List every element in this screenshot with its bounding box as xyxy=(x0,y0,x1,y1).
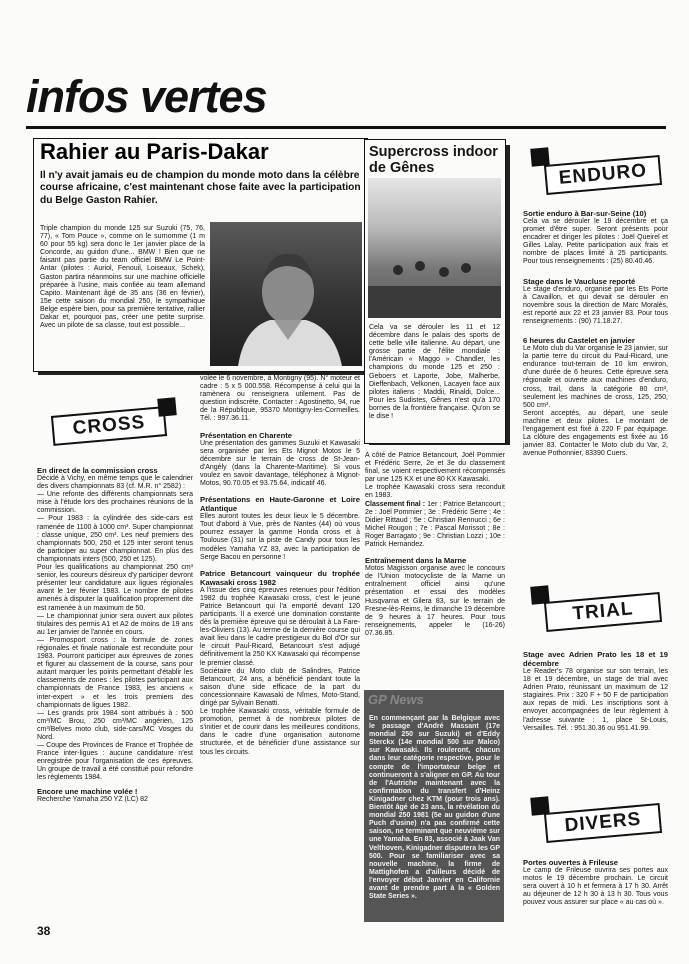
trial-badge: TRIAL xyxy=(544,592,662,632)
stolen-bike-heading: Encore une machine volée ! xyxy=(37,786,138,796)
col2-paragraph: A l'issue des cinq épreuves retenues pour l'édition 1982 du trophée Kawasaki cross, c'est le jeune Patrice Betancourt qui l'a emporté devant 120 participants. Il a exercé une domination constante dès la première épreuve qui se déroulait à La Fare-les-Oliviers (13). Au terme de la dernière course qui avait lieu dans le cadre prestigieux du Bol d'Or sur le circuit Paul-Ricard, Betancourt s'est adjugé définitivement la 250 KX Kawasaki qui récompense le premier classé. xyxy=(200,586,360,667)
cross-column xyxy=(37,466,193,804)
cross-badge-corner xyxy=(157,397,177,417)
supercross-race-photo xyxy=(368,178,501,318)
cross-paragraph: Recherche Yamaha 250 YZ (LC) 82 xyxy=(37,795,148,803)
rahier-portrait-figure xyxy=(210,222,362,366)
divers-badge-corner xyxy=(530,796,550,816)
trial-column xyxy=(523,650,668,733)
cross-paragraph: — Coupe des Provinces de France et Trophée de France inter-ligues : aucune candidature n'est enregistrée pour l'organisation de ces épreuves. Un groupe de travail a été constitué pour refondre les règlements 1984. xyxy=(37,742,193,782)
divers-column xyxy=(523,858,668,907)
classement-text: 1er : Patrice Betancourt ; 2e : Joël Pommier ; 3e : Frédéric Serre ; 4e : Didier Rittaud ; 5e : Christian Rennucci ; 6e : Michel Rougon ; 7e : Pascal Morissot ; 8e : Roger Barragato ; 9e : Christian Lozzi ; 10e : Patrick Hernandez. xyxy=(365,500,505,549)
enduro-badge-corner xyxy=(530,147,550,167)
classement-label: Classement final : xyxy=(365,500,426,508)
cross-paragraph: — Pour 1983 : la cylindrée des side-cars est ramenée de 1100 à 1000 cm³. Super championnat : classe unique, 250 cm³. Les neuf premiers des championnats 500, 250 et 125 inter seront tenus de participer au super championnat. En plus des championnats inters (500, 250 et 125). xyxy=(37,515,193,563)
haute-garonne-heading: Présentations en Haute-Garonne et Loire Atlantique xyxy=(200,495,360,514)
gp-news-body: En commençant par la Belgique avec le passage d'André Massant (17e mondial 250 sur Suzuki) et d'Eddy Sterckx (14e mondial 500 sur Malco) sur Kawasaki. Ils rouleront, chacun dans leur catégorie respective, pour le compte de l'importateur belge et continueront à s'aligner en GP. Au tour de l'Autriche maintenant avec la confirmation du transfert d'Heinz Kinigadner chez KTM (pour trois ans). Bientôt âgé de 23 ans, la révélation du mondial 250 1981 (5e au guidon d'une Puch d'usine) n'a pas confirmé cette saison, ne terminant que neuvième sur une Yamaha. En 83, associé à Jaak Van Velthoven, Kinigadner disputera les GP 500. Pour se familiariser avec sa nouvelle machine, la firme de Mattighofen a d'ailleurs décidé de l'envoyer début Janvier en Californie avant de prendre part à la « Golden State Series ». xyxy=(369,715,500,901)
cross-paragraph: — Une refonte des différents championnats sera mise à l'étude lors des prochaines réunions de la commission. xyxy=(37,491,193,515)
enduro-paragraph: Seront acceptés, au départ, une seule machine et deux pilotes. Le montant de l'engagement est fixé à 220 F par équipage. La clôture des engagements est fixée au 16 janvier 83. Contacter le Moto club du Var, 2, avenue Pothonnier, 83390 Cuers. xyxy=(523,409,668,458)
col3-paragraph: Le trophée Kawasaki cross sera reconduit en 1983. xyxy=(365,484,505,500)
rahier-portrait-photo xyxy=(210,222,362,366)
masthead-rule xyxy=(26,126,666,129)
supercross-body: Cela va se dérouler les 11 et 12 décembre dans le palais des sports de cette belle ville italienne. Au départ, une grosse partie de l'élite mondiale : l'Américain « Maggo » Chandler, les champions du monde 125 et 250 : Geboers et Laporte, Jobe, Malherbe, Dieffenbach, Velkonen, Lacayen face aux pilotes italiens : Maddii, Rinaldi, Dolce... Pour les Sudistes, Gênes n'est qu'à 170 bornes de la frontière française. Qu'on se le dise ! xyxy=(369,324,500,421)
rahier-title: Rahier au Paris-Dakar xyxy=(40,139,269,164)
supercross-title: Supercross indoor de Gênes xyxy=(369,144,498,176)
col2-paragraph: volée le 6 novembre, à Montigny (95). N° moteur et cadre : 5 x 5 000.558. Récompense à celui qui la ramènera ou renseignera utilement. Pas de question indiscrète. Contacter : Agostinetto, 94, rue de la République, 95370 Montigny-les-Cormeilles. Tél. : 997.36.11. xyxy=(200,375,360,423)
rahier-body: Triple champion du monde 125 sur Suzuki (75, 76, 77), « Tom Pouce », comme on le surnomme (1 m 60 pour 55 kg) sera donc le 1er janvier place de la Concorde, au guidon d'une... BMW ! Bien que ne faisant pas partie du team officiel BMW Le Point-Antar (pilotes : Auriol, Fenouil, Loiseaux, Schek), Gaston partira néanmoins sur une machine officielle préparée à l'usine, mais confiée au team allemand Capito. Maintenant âgé de 35 ans (36 en février), 15e cette saison du mondial 250, le sympathique Belge espère bien, pour sa première tentative, rallier Dakar et, pourquoi pas, créer une petite surprise. Avec un pilote de sa classe, tout est possible... xyxy=(40,225,205,330)
page-number: 38 xyxy=(37,924,51,938)
col3-paragraph xyxy=(365,501,505,550)
enduro-paragraph: Cela va se dérouler le 19 décembre et ça promet d'être super. Seront présents pour encadrer et diriger les pilotes : Joël Queirel et Gilles Lalay. Petite participation aux frais et nombre de places limité à 25 participants. Pour tous renseignements : (25) 80.40.46. xyxy=(523,218,668,266)
col2-paragraph: Sociétaire du Moto club de Salindres, Patrice Betancourt, 24 ans, a bénéficié pendant toute la saison d'une side efficace de la part du concessionnaire Kawasaki de Nîmes, Moto-Stand, dirigé par Sylvain Benatti. xyxy=(200,667,360,707)
cross-paragraph: — Le championnat junior sera ouvert aux pilotes titulaires des permis A1 et A2 de moins de 19 ans au 1er janvier de l'année en cours. xyxy=(37,612,193,636)
divers-badge: DIVERS xyxy=(544,803,662,843)
cross-paragraph: Décidé à Vichy, en même temps que le calendrier des divers championnats 83 (cf. M.R. n° 2582) : xyxy=(37,475,193,491)
cross-paragraph: — Les grands prix 1984 sont attribués à : 500 cm³/MC Brou, 250 cm³/MC angérien, 125 cm³/Belves moto club, side-cars/MC Vosges du Nord. xyxy=(37,709,193,741)
charente-heading: Présentation en Charente xyxy=(200,430,292,440)
cross-paragraph: Pour les qualifications au championnat 250 cm³ senior, les coureurs désireux d'y participer devront présenter leur candidature aux ligues régionales avant le 1er février 1983. Le nombre de pilotes amenés à disputer la qualification proprement dite est ramenée à un maximum de 50. xyxy=(37,564,193,612)
trial-paragraph: Le Reader's 78 organise sur son terrain, les 18 et 19 décembre, un stage de trial avec Adrien Prato, réunissant un maximum de 12 stagiaires. Prix : 320 F + 50 F de participation aux repas de midi. Les inscriptions sont à envoyer accompagnées de leur règlement à l'adresse suivante : 1, place St-Louis, Versailles. Tél. : 951.30.36 ou 951.41.99. xyxy=(523,668,668,732)
betancourt-heading: Patrice Betancourt vainqueur du trophée Kawasaki cross 1982 xyxy=(200,568,360,587)
col2-paragraph: Le trophée Kawasaki cross, véritable formule de promotion, permet à de nombreux pilotes de s'initier et de courir dans les meilleures conditions, dans le cadre d'une organisation autonome structurée, et de bénéficier d'une assistance sur tous les circuits. xyxy=(200,708,360,756)
cross-paragraph: — Promosport cross : la formule de zones régionales et finale nationale est reconduite pour 1983. Pourront participer aux épreuves de zones et figurer au classement de la course, sans pour autant marquer les points permettant d'établir les classements de zones : les pilotes participant aux championnats de France 1983, les anciens « inter-expert » et les trois premiers des championnats de ligues 1982. xyxy=(37,636,193,709)
enduro-paragraph: Le Moto club du Var organise le 23 janvier, sur la partie terre du circuit du Paul-Ricard, une endurance tout-terrain de 10 km environ, d'une durée de 6 heures. Cette épreuve sera régionale et ouverte aux machines d'enduro, cross, trail, dans la catégorie 80 cm³, seulement les machines de cross, 125, 250, 500 cm³. xyxy=(523,345,668,409)
prato-stage-heading: Stage avec Adrien Prato les 18 et 19 décembre xyxy=(523,650,668,668)
vaucluse-heading: Stage dans le Vaucluse reporté xyxy=(523,276,636,286)
col3-paragraph: A côté de Patrice Betancourt, Joël Pommier et Frédéric Serre, 2e et 3e du classement final, se voient respectivement récompensés par une 125 KX et une 80 KX Kawasaki. xyxy=(365,452,505,484)
trial-badge-corner xyxy=(530,585,550,605)
cross-badge: CROSS xyxy=(51,406,167,446)
gp-news-tag: GP News xyxy=(368,692,424,707)
masthead-title: infos vertes xyxy=(26,71,267,122)
news-column-3 xyxy=(365,452,505,638)
rahier-lead: Il n'y avait jamais eu de champion du monde moto dans la célèbre course africaine, c'est maintenant chose faite avec la participation du Belge Gaston Rahier. xyxy=(40,170,361,206)
news-column-2 xyxy=(200,375,360,757)
cross-commission-heading: En direct de la commission cross xyxy=(37,466,158,475)
col2-paragraph: Une présentation des gammes Suzuki et Kawasaki sera organisée par les Ets Mignot Motos le 5 décembre sur le terrain de cross de St-Jean-d'Angély (dans la Charente-Maritime). Si vous voulez en savoir davantage, téléphonez à Mignot-Motos, 90.70.05 et 93.75.64, indicatif 46. xyxy=(200,439,360,488)
marne-heading: Entraînement dans la Marne xyxy=(365,556,467,566)
castelet-heading: 6 heures du Castelet en janvier xyxy=(523,336,635,346)
riders-silhouette xyxy=(368,178,501,318)
enduro-badge: ENDURO xyxy=(544,155,662,195)
col3-paragraph: Motos Magisson organise avec le concours de l'Union motocycliste de la Marne un entraînement officiel ainsi qu'une présentation et essai des modèles Husqvarna et Gilera 83, sur le terrain de Fresne-lès-Reims, le dimanche 19 décembre de 9 heures à 17 heures. Pour tous renseignements, appeler le (16-26) 07.36.85. xyxy=(365,565,505,637)
bar-sur-seine-heading: Sortie enduro à Bar-sur-Seine (10) xyxy=(523,209,647,218)
divers-paragraph: Le camp de Frileuse ouvrira ses portes aux motos le 19 décembre prochain. Le circuit sera ouvert à 10 h et fermera à 17 h 30. Arrêt au déjeuner de 12 h 30 à 13 h 30. Tous vous pouvez vous assurer sur place « au cas où ». xyxy=(523,867,668,907)
enduro-column xyxy=(523,209,668,458)
frileuse-heading: Portes ouvertes à Frileuse xyxy=(523,858,618,867)
enduro-paragraph: Le stage d'enduro, organisé par les Ets Porte à Cavaillon, et qui devait se dérouler en novembre sous la direction de Marc Moralès, est reporté aux 22 et 23 janvier 83. Pour tous renseignements : (90) 71.18.27. xyxy=(523,285,668,325)
col2-paragraph: Elles auront toutes les deux lieux le 5 décembre. Tout d'abord à Vue, près de Nantes (44) où vous pourrez essayer la gamme Honda cross et à Toulouse (31) sur la piste de Candy pour tous les modèles Yamaha YZ 83, avec la participation de Serge Bacou en personne ! xyxy=(200,513,360,561)
